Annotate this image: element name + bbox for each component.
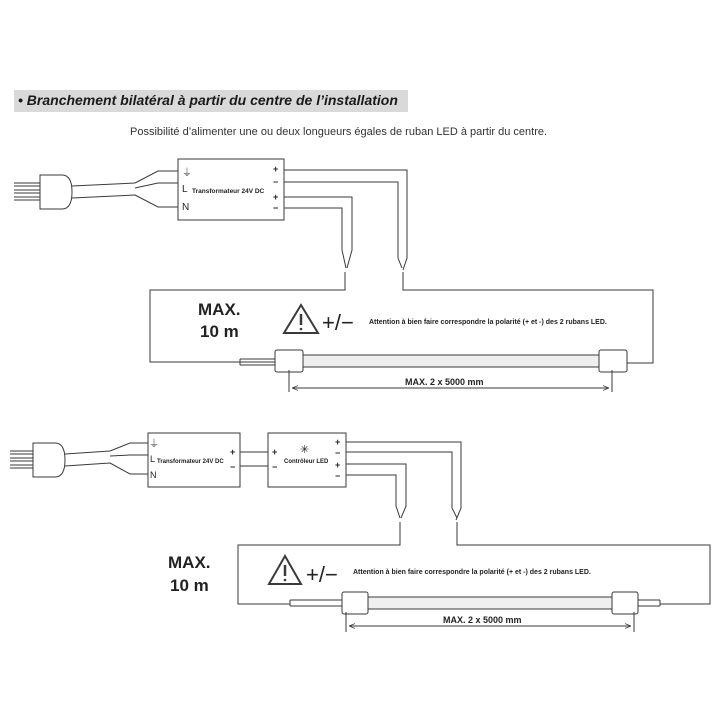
polarity-warning-text: Attention à bien faire correspondre la polarité (+ et -) des 2 rubans LED.	[369, 319, 607, 326]
controller-output-plus-2: +	[335, 460, 341, 470]
section-heading: • Branchement bilatéral à partir du centre de l’installation	[18, 92, 398, 108]
controller-input-plus: +	[272, 447, 278, 457]
transformer-to-controller-wires	[240, 452, 268, 466]
transformer-output-wires	[284, 170, 407, 270]
output-minus-2: −	[273, 203, 279, 213]
output-minus-1: −	[273, 177, 279, 187]
max-label: MAX.	[168, 553, 211, 572]
power-plug-icon	[10, 443, 65, 477]
led-strip	[240, 350, 627, 372]
polarity-symbol: +/−	[322, 310, 354, 335]
controller-output-minus-2: −	[335, 471, 341, 481]
controller-input-minus: −	[272, 462, 278, 472]
power-cable	[65, 443, 148, 474]
ground-icon: ⏚	[182, 168, 192, 179]
controller-label: Contrôleur LED	[284, 459, 329, 465]
terminal-l-label: L	[182, 184, 188, 195]
transformer-output-plus: +	[230, 447, 236, 457]
polarity-symbol: +/−	[306, 562, 338, 587]
controller-output-wires	[346, 442, 461, 520]
polarity-warning-text: Attention à bien faire correspondre la polarité (+ et -) des 2 rubans LED.	[353, 569, 591, 576]
ground-icon: ⏚	[149, 439, 159, 450]
strip-dimension-label: MAX. 2 x 5000 mm	[443, 615, 522, 625]
terminal-n-label: N	[150, 470, 157, 480]
power-plug-icon	[14, 175, 72, 209]
diagram-bilateral-controller	[10, 433, 710, 632]
controller-output-minus-1: −	[335, 448, 341, 458]
asterisk-icon: ✳	[300, 444, 310, 456]
diagram-bilateral-transformer	[14, 159, 653, 392]
transformer-label: Transformateur 24V DC	[157, 459, 224, 465]
warning-icon	[269, 556, 301, 584]
controller-output-plus-1: +	[335, 437, 341, 447]
max-label: MAX.	[198, 300, 241, 319]
terminal-n-label: N	[182, 202, 190, 213]
strip-dimension-label: MAX. 2 x 5000 mm	[405, 377, 484, 387]
terminal-l-label: L	[150, 454, 156, 464]
transformer-label: Transformateur 24V DC	[192, 188, 265, 195]
transformer-output-minus: −	[230, 462, 236, 472]
max-length-value: 10 m	[170, 576, 209, 595]
output-plus-1: +	[273, 164, 279, 174]
max-length-value: 10 m	[200, 322, 239, 341]
led-strip	[290, 592, 660, 614]
section-subtitle: Possibilité d’alimenter une ou deux longueurs égales de ruban LED à partir du centre.	[130, 126, 548, 138]
output-plus-2: +	[273, 192, 279, 202]
warning-icon	[284, 305, 318, 333]
power-cable	[72, 171, 178, 207]
